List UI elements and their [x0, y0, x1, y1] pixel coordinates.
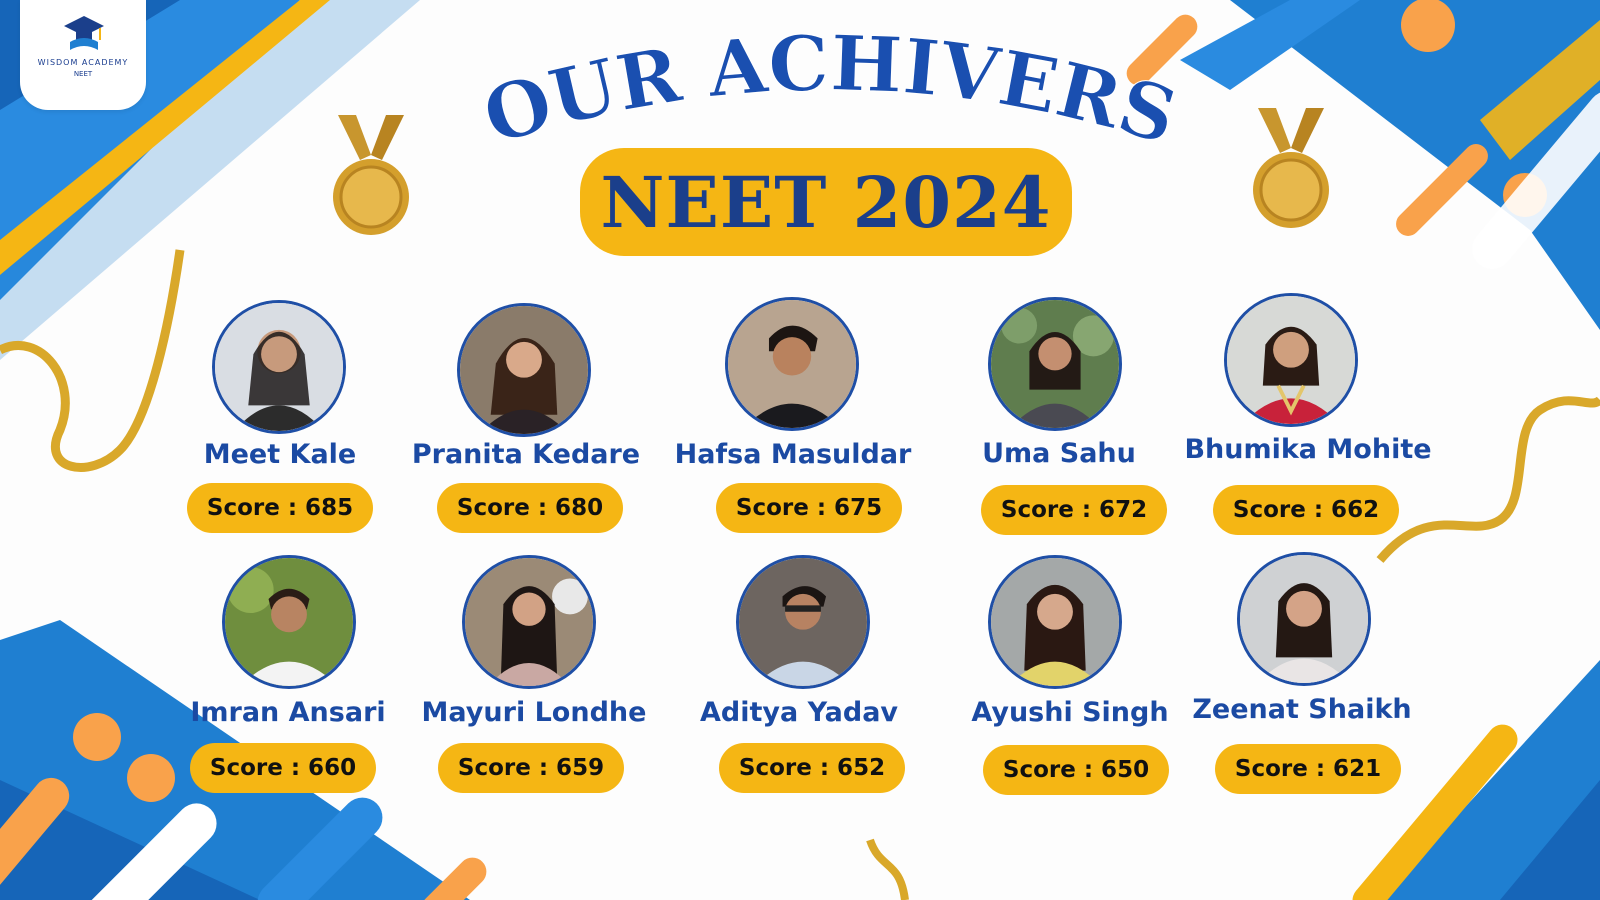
student-photo [1224, 293, 1358, 427]
achiever-card [392, 303, 652, 543]
score-badge: Score : 650 [983, 745, 1169, 795]
achiever-name: Mayuri Londhe [421, 697, 647, 728]
gold-medal-icon [330, 115, 412, 245]
achiever-name: Aditya Yadav [699, 697, 899, 728]
score-badge: Score : 675 [716, 483, 902, 533]
year-banner-text: NEET 2024 [600, 160, 1052, 244]
achiever-card [1160, 293, 1432, 533]
svg-text:OUR ACHIVERS [474, 18, 1187, 161]
student-photo [736, 555, 870, 689]
achiever-name: Meet Kale [203, 439, 357, 470]
achiever-card [665, 297, 925, 537]
academy-logo [20, 0, 146, 110]
score-badge: Score : 660 [190, 743, 376, 793]
student-photo [988, 297, 1122, 431]
student-photo [725, 297, 859, 431]
score-badge: Score : 621 [1215, 744, 1401, 794]
achiever-card [926, 297, 1186, 537]
score-badge: Score : 685 [187, 483, 373, 533]
logo-name: WISDOM ACADEMY [37, 58, 129, 67]
achiever-card [922, 555, 1182, 795]
achiever-card [160, 555, 420, 795]
achiever-name: Uma Sahu [982, 438, 1136, 469]
achiever-name: Bhumika Mohite [1184, 434, 1432, 465]
year-banner [580, 148, 1072, 256]
achiever-card [675, 555, 935, 795]
heading-text: OUR ACHIVERS [473, 18, 1187, 162]
score-badge: Score : 659 [438, 743, 624, 793]
student-photo [222, 555, 356, 689]
achiever-card [150, 300, 410, 540]
score-badge: Score : 680 [437, 483, 623, 533]
student-photo [462, 555, 596, 689]
logo-subtitle: NEET [73, 70, 93, 78]
student-photo [457, 303, 591, 437]
achiever-name: Ayushi Singh [971, 697, 1169, 728]
score-badge: Score : 662 [1213, 485, 1399, 535]
student-photo [212, 300, 346, 434]
achiever-card [400, 555, 660, 795]
gold-medal-icon [1250, 108, 1332, 238]
score-badge: Score : 652 [719, 743, 905, 793]
achiever-name: Imran Ansari [190, 697, 386, 728]
score-badge: Score : 672 [981, 485, 1167, 535]
achiever-name: Zeenat Shaikh [1192, 694, 1412, 725]
student-photo [1237, 552, 1371, 686]
achiever-name: Pranita Kedare [411, 439, 641, 470]
achiever-name: Hafsa Masuldar [674, 439, 912, 470]
achiever-card [1170, 552, 1430, 792]
student-photo [988, 555, 1122, 689]
graduation-cap-icon [62, 12, 106, 56]
